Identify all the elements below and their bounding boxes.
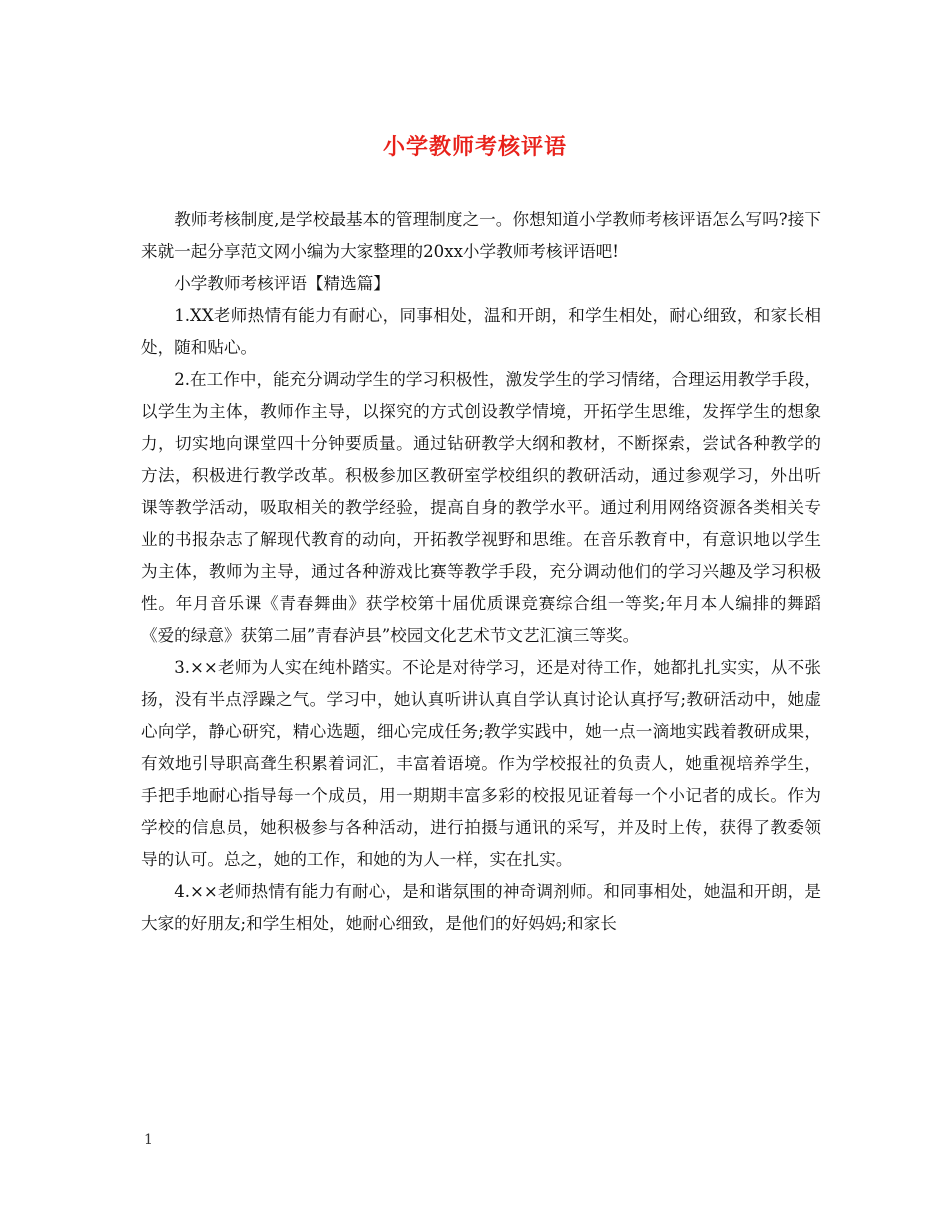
list-item: 2.在工作中，能充分调动学生的学习积极性，激发学生的学习情绪，合理运用教学手段，以学生为主体，教师作主导，以探究的方式创设教学情境，开拓学生思维，发挥学生的想象力，切实地向课堂四十分钟要质量。通过钻研教学大纲和教材，不断探索，尝试各种教学的方法，积极进行教学改革。积极参加区教研室学校组织的教研活动，通过参观学习，外出听课等教学活动，吸取相关的教学经验，提高自身的教学水平。通过利用网络资源各类相关专业的书报杂志了解现代教育的动向，开拓教学视野和思维。在音乐教育中，有意识地以学生为主体，教师为主导，通过各种游戏比赛等教学手段，充分调动他们的学习兴趣及学习积极性。年月音乐课《青春舞曲》获学校第十届优质课竞赛综合组一等奖;年月本人编排的舞蹈《爱的绿意》获第二届”青春泸县”校园文化艺术节文艺汇演三等奖。 xyxy=(141,370,821,645)
document-title: 小学教师考核评语 xyxy=(382,134,567,160)
section-heading: 小学教师考核评语【精选篇】 xyxy=(174,274,390,293)
page-number: 1 xyxy=(144,1132,153,1148)
list-item: 4.××老师热情有能力有耐心，是和谐氛围的神奇调剂师。和同事相处，她温和开朗，是大家的好朋友;和学生相处，她耐心细致，是他们的好妈妈;和家长 xyxy=(141,882,821,933)
document-body xyxy=(141,204,821,940)
list-item: 1.XX老师热情有能力有耐心，同事相处，温和开朗，和学生相处，耐心细致，和家长相处，随和贴心。 xyxy=(141,306,821,357)
list-item: 3.××老师为人实在纯朴踏实。不论是对待学习，还是对待工作，她都扎扎实实，从不张扬，没有半点浮躁之气。学习中，她认真听讲认真自学认真讨论认真抒写;教研活动中，她虚心向学，静心研究，精心选题，细心完成任务;教学实践中，她一点一滴地实践着教研成果，有效地引导职高聋生积累着词汇，丰富着语境。作为学校报社的负责人，她重视培养学生，手把手地耐心指导每一个成员，用一期期丰富多彩的校报见证着每一个小记者的成长。作为学校的信息员，她积极参与各种活动，进行拍摄与通讯的采写，并及时上传，获得了教委领导的认可。总之，她的工作，和她的为人一样，实在扎实。 xyxy=(141,658,821,869)
intro-paragraph: 教师考核制度,是学校最基本的管理制度之一。你想知道小学教师考核评语怎么写吗?接下来就一起分享范文网小编为大家整理的20xx小学教师考核评语吧! xyxy=(141,210,821,261)
